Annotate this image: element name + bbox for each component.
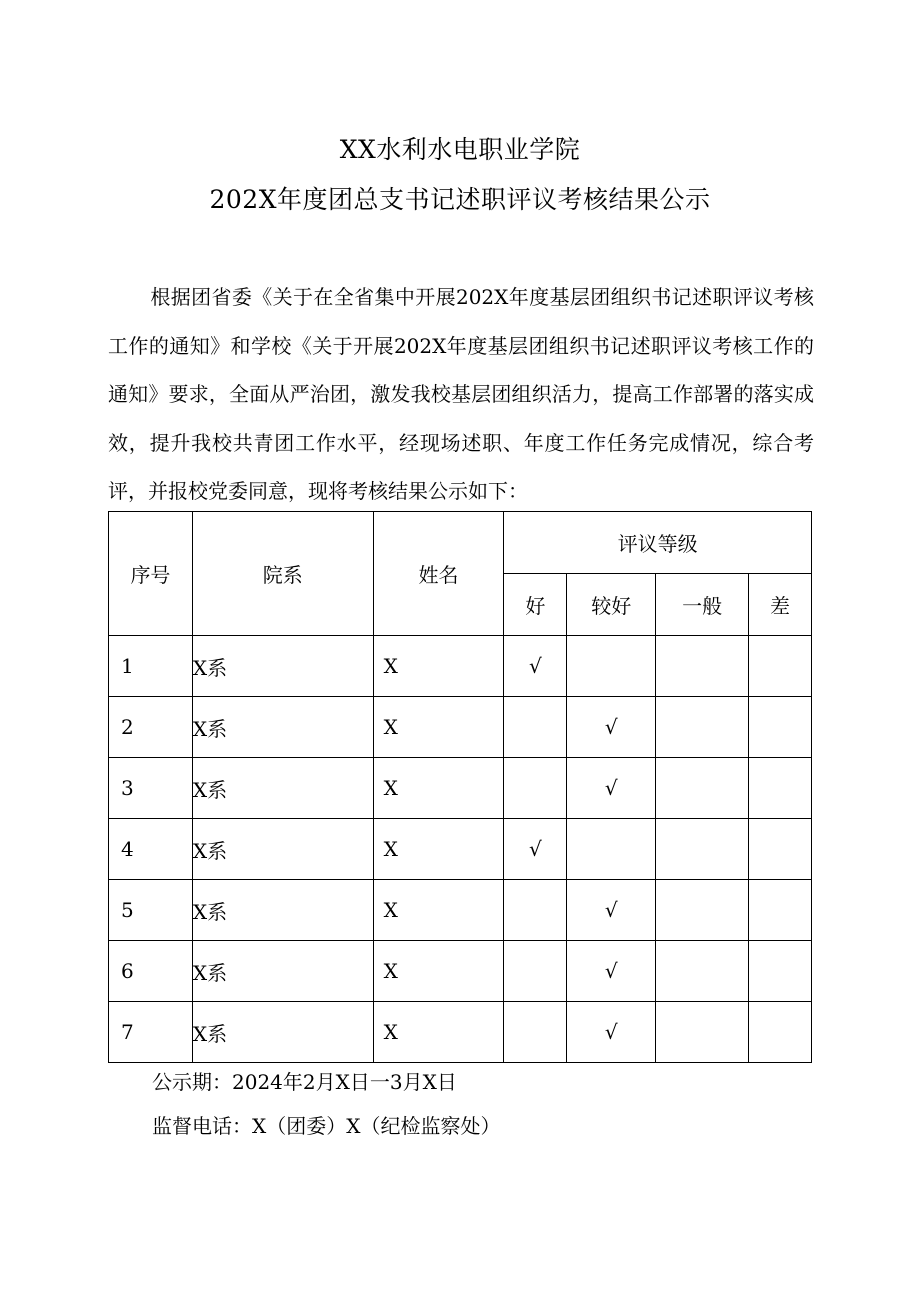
header-average: 一般 <box>656 574 749 636</box>
intro-paragraph <box>108 273 814 516</box>
row-average-mark <box>656 941 749 1002</box>
row-dept: X系 <box>192 697 373 758</box>
row-average-mark <box>656 819 749 880</box>
row-good-mark <box>504 880 567 941</box>
row-fairly-good-mark: √ <box>567 880 656 941</box>
table-row <box>109 758 812 819</box>
table-header-row <box>109 512 812 574</box>
row-name: X <box>373 941 504 1002</box>
row-dept: X系 <box>192 758 373 819</box>
row-poor-mark <box>749 880 812 941</box>
row-name: X <box>373 697 504 758</box>
row-fairly-good-mark: √ <box>567 758 656 819</box>
row-fairly-good-mark: √ <box>567 1002 656 1063</box>
row-average-mark <box>656 758 749 819</box>
row-good-mark <box>504 1002 567 1063</box>
row-poor-mark <box>749 697 812 758</box>
table-row <box>109 941 812 1002</box>
row-name: X <box>373 758 504 819</box>
result-table <box>108 511 812 1063</box>
row-poor-mark <box>749 1002 812 1063</box>
row-dept: X系 <box>192 1002 373 1063</box>
document-subtitle: 202X年度团总支书记述职评议考核结果公示 <box>209 185 711 214</box>
table-row <box>109 819 812 880</box>
row-seq: 5 <box>109 880 193 941</box>
row-average-mark <box>656 697 749 758</box>
row-poor-mark <box>749 941 812 1002</box>
row-seq: 7 <box>109 1002 193 1063</box>
header-seq: 序号 <box>109 512 193 636</box>
row-name: X <box>373 880 504 941</box>
row-good-mark: √ <box>504 636 567 697</box>
row-seq: 1 <box>109 636 193 697</box>
table-row <box>109 880 812 941</box>
row-fairly-good-mark: √ <box>567 697 656 758</box>
row-fairly-good-mark: √ <box>567 941 656 1002</box>
row-poor-mark <box>749 819 812 880</box>
header-grade: 评议等级 <box>504 512 812 574</box>
row-seq: 3 <box>109 758 193 819</box>
publicity-period: 公示期：2024年2月X日一3月X日 <box>152 1070 457 1094</box>
header-name: 姓名 <box>373 512 504 636</box>
row-dept: X系 <box>192 880 373 941</box>
row-poor-mark <box>749 758 812 819</box>
row-average-mark <box>656 880 749 941</box>
supervision-phone: 监督电话：X（团委）X（纪检监察处） <box>152 1114 501 1138</box>
table-row <box>109 1002 812 1063</box>
row-fairly-good-mark <box>567 819 656 880</box>
row-seq: 2 <box>109 697 193 758</box>
intro-text: 根据团省委《关于在全省集中开展202X年度基层团组织书记述职评议考核工作的通知》和学校《关于开展202X年度基层团组织书记述职评议考核工作的通知》要求，全面从严治团，激发我校基层团组织活力，提高工作部署的落实成效，提升我校共青团工作水平，经现场述职、年度工作任务完成情况，综合考评，并报校党委同意，现将考核结果公示如下： <box>108 285 814 503</box>
row-dept: X系 <box>192 636 373 697</box>
document-title: XX水利水电职业学院 <box>339 135 581 164</box>
header-fairly-good: 较好 <box>567 574 656 636</box>
row-dept: X系 <box>192 819 373 880</box>
header-poor: 差 <box>749 574 812 636</box>
row-good-mark <box>504 697 567 758</box>
row-dept: X系 <box>192 941 373 1002</box>
row-average-mark <box>656 636 749 697</box>
row-good-mark <box>504 758 567 819</box>
header-good: 好 <box>504 574 567 636</box>
table-row <box>109 697 812 758</box>
header-dept: 院系 <box>192 512 373 636</box>
row-seq: 6 <box>109 941 193 1002</box>
row-name: X <box>373 819 504 880</box>
row-name: X <box>373 1002 504 1063</box>
row-poor-mark <box>749 636 812 697</box>
table-row <box>109 636 812 697</box>
row-average-mark <box>656 1002 749 1063</box>
row-good-mark: √ <box>504 819 567 880</box>
row-name: X <box>373 636 504 697</box>
row-fairly-good-mark <box>567 636 656 697</box>
row-good-mark <box>504 941 567 1002</box>
row-seq: 4 <box>109 819 193 880</box>
